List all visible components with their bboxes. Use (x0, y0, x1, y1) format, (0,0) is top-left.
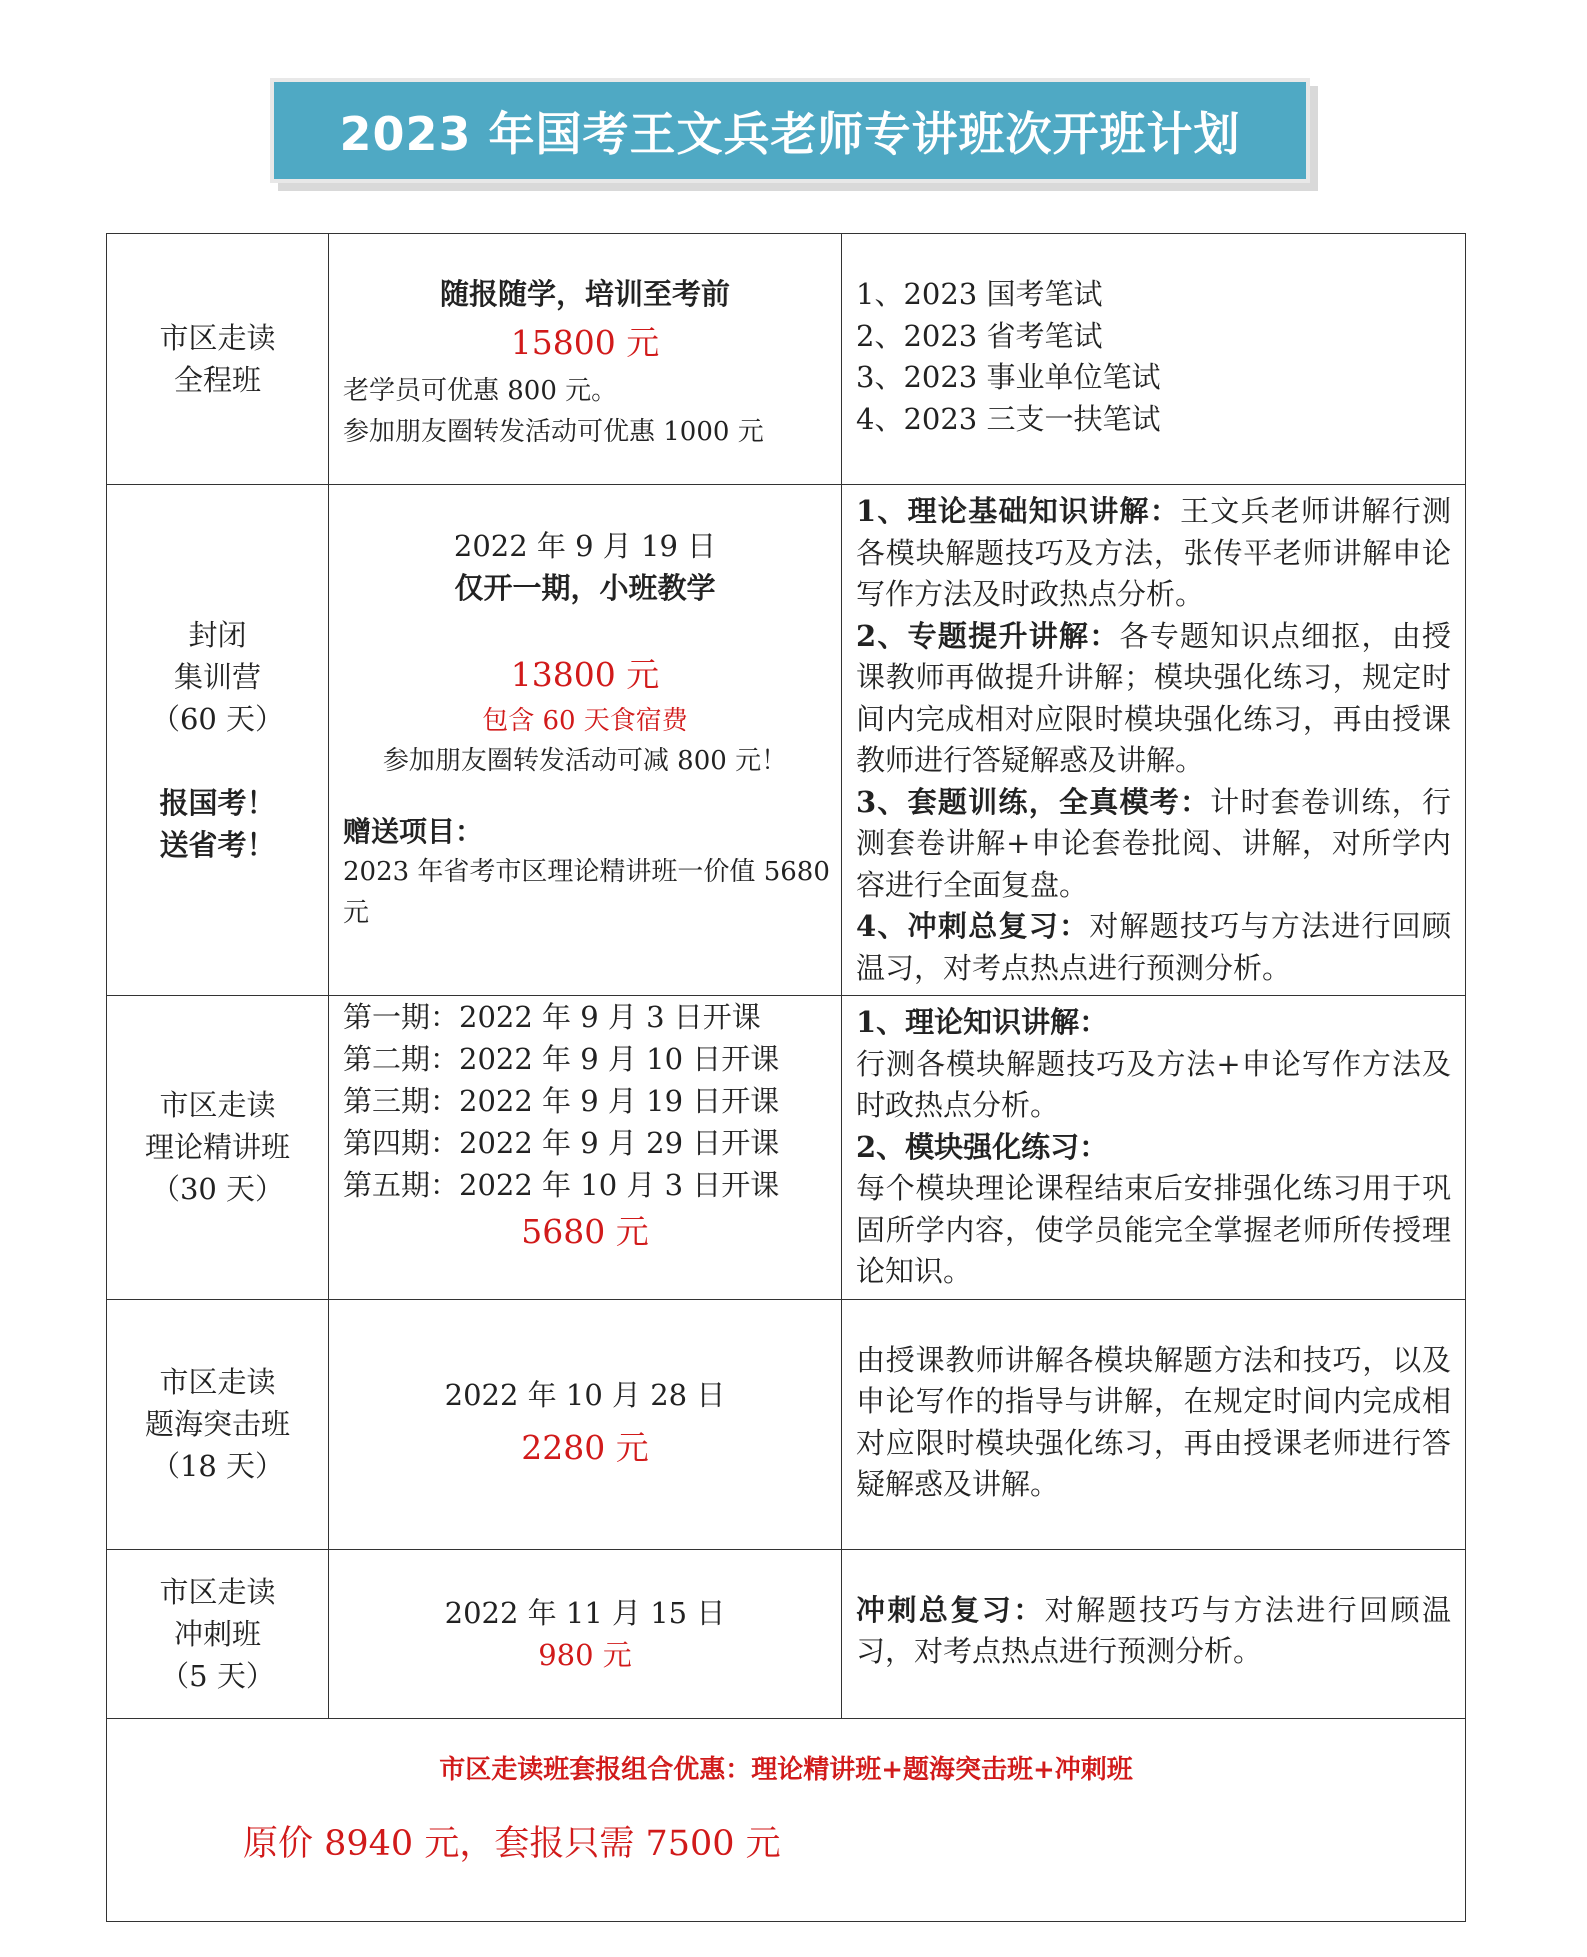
item-heading: 1、理论知识讲解： (856, 1005, 1109, 1039)
page-title: 2023 年国考王文兵老师专讲班次开班计划 (339, 106, 1241, 161)
start-date: 2022 年 11 月 15 日 (444, 1595, 726, 1630)
table-row (107, 1549, 1466, 1718)
price: 13800 元 (510, 655, 660, 694)
class-name-line: 理论精讲班 (144, 1130, 290, 1165)
note: 老学员可优惠 800 元。 (343, 376, 618, 406)
list-item: 1、2023 国考笔试 (856, 277, 1103, 311)
class-name-line: （30 天） (150, 1172, 285, 1207)
session-date: 第一期：2022 年 9 月 3 日开课 (343, 1000, 761, 1034)
item-text: 王文兵老师讲解行测各模块解题技巧及方法，张传平老师讲解申论写作方法及时政热点分析。 (856, 494, 1451, 611)
content-cell (842, 1299, 1466, 1549)
content-cell (842, 1549, 1466, 1718)
item-heading: 3、套题训练，全真模考： (856, 784, 1211, 819)
class-name-cell (107, 485, 329, 996)
start-date: 2022 年 9 月 19 日 (453, 529, 717, 563)
item-text: 各专题知识点细抠，由授课教师再做提升讲解；模块强化练习，规定时间内完成相对应限时模块强化练习，再由授课教师进行答疑解惑及讲解。 (856, 618, 1451, 777)
content-cell (842, 485, 1466, 996)
list-item (856, 491, 1451, 616)
headline: 随报随学，培训至考前 (439, 277, 730, 311)
item-text: 计时套卷训练，行测套卷讲解+申论套卷批阅、讲解，对所学内容进行全面复盘。 (856, 784, 1451, 902)
session-date: 第三期：2022 年 9 月 19 日开课 (343, 1084, 780, 1118)
session-date: 第五期：2022 年 10 月 3 日开课 (343, 1168, 780, 1202)
schedule-cell (329, 234, 842, 485)
session-date: 第二期：2022 年 9 月 10 日开课 (343, 1042, 780, 1076)
item-heading: 1、理论基础知识讲解： (856, 494, 1180, 528)
class-name-line: 冲刺班 (173, 1616, 261, 1651)
item-text: 行测各模块解题技巧及方法+申论写作方法及时政热点分析。 (856, 1046, 1451, 1122)
package-price: 原价 8940 元，套报只需 7500 元 (243, 1823, 781, 1864)
class-name-line: （60 天） (150, 702, 285, 736)
class-name-cell (107, 996, 329, 1300)
note: 参加朋友圈转发活动可优惠 1000 元 (343, 417, 764, 447)
gift-label: 赠送项目： (343, 815, 484, 848)
list-item: 2、2023 省考笔试 (856, 318, 1103, 353)
list-item (856, 782, 1451, 907)
schedule-cell (329, 1299, 842, 1549)
table-row (107, 996, 1466, 1300)
class-name-line: （5 天） (160, 1658, 275, 1693)
class-name-line: 题海突击班 (144, 1407, 290, 1441)
price: 15800 元 (510, 323, 660, 362)
table-row (107, 485, 1466, 996)
item-heading: 冲刺总复习： (856, 1592, 1045, 1627)
package-offer: 市区走读班套报组合优惠：理论精讲班+题海突击班+冲刺班 (439, 1754, 1133, 1785)
start-date: 2022 年 10 月 28 日 (444, 1378, 726, 1412)
list-item (856, 616, 1451, 782)
item-heading: 4、冲刺总复习： (856, 909, 1090, 943)
item-text: 每个模块理论课程结束后安排强化练习用于巩固所学内容，使学员能完全掌握老师所传授理论知识。 (856, 1171, 1451, 1288)
headline: 仅开一期，小班教学 (454, 571, 716, 605)
plan-table (106, 233, 1466, 1922)
item-heading: 2、专题提升讲解： (856, 618, 1120, 653)
title-banner (270, 78, 1310, 183)
schedule-cell (329, 1549, 842, 1718)
list-item: 4、2023 三支一扶笔试 (856, 401, 1161, 436)
price: 2280 元 (521, 1428, 649, 1467)
class-name-line: 封闭 (188, 618, 247, 652)
content-cell (842, 996, 1466, 1300)
table-row (107, 1718, 1466, 1921)
class-name-cell (107, 234, 329, 485)
class-name-line: 市区走读 (159, 1574, 276, 1609)
class-name-cell (107, 1299, 329, 1549)
table-row (107, 1299, 1466, 1549)
session-date: 第四期：2022 年 9 月 29 日开课 (343, 1126, 780, 1160)
discount-note: 参加朋友圈转发活动可减 800 元！ (382, 746, 788, 776)
schedule-cell (329, 485, 842, 996)
class-name-line: 集训营 (173, 660, 261, 694)
schedule-cell (329, 996, 842, 1300)
item-text: 对解题技巧与方法进行回顾温习，对考点热点进行预测分析。 (856, 1592, 1451, 1668)
class-name-line: （18 天） (150, 1449, 285, 1483)
class-name-line: 市区走读 (159, 1365, 276, 1399)
class-name-line: 报国考！ (159, 786, 276, 820)
class-name-cell (107, 1549, 329, 1718)
class-name-line: 送省考！ (159, 828, 276, 862)
content-cell (842, 234, 1466, 485)
list-item: 3、2023 事业单位笔试 (856, 360, 1161, 394)
price: 5680 元 (521, 1212, 649, 1251)
item-heading: 2、模块强化练习： (856, 1129, 1109, 1164)
class-name-line: 全程班 (173, 363, 261, 397)
list-item (856, 906, 1451, 989)
table-row (107, 234, 1466, 485)
item-text: 由授课教师讲解各模块解题方法和技巧，以及申论写作的指导与讲解，在规定时间内完成相对应限时模块强化练习，再由授课老师进行答疑解惑及讲解。 (856, 1342, 1451, 1501)
gift-text: 2023 年省考市区理论精讲班一价值 5680 元 (343, 857, 830, 928)
class-name-line: 市区走读 (159, 321, 276, 355)
class-name-line: 市区走读 (159, 1088, 276, 1123)
item-text: 对解题技巧与方法进行回顾温习，对考点热点进行预测分析。 (856, 909, 1451, 985)
package-cell (107, 1718, 1466, 1921)
price: 980 元 (538, 1637, 632, 1672)
accommodation-note: 包含 60 天食宿费 (482, 706, 688, 736)
list-item (856, 1590, 1451, 1673)
